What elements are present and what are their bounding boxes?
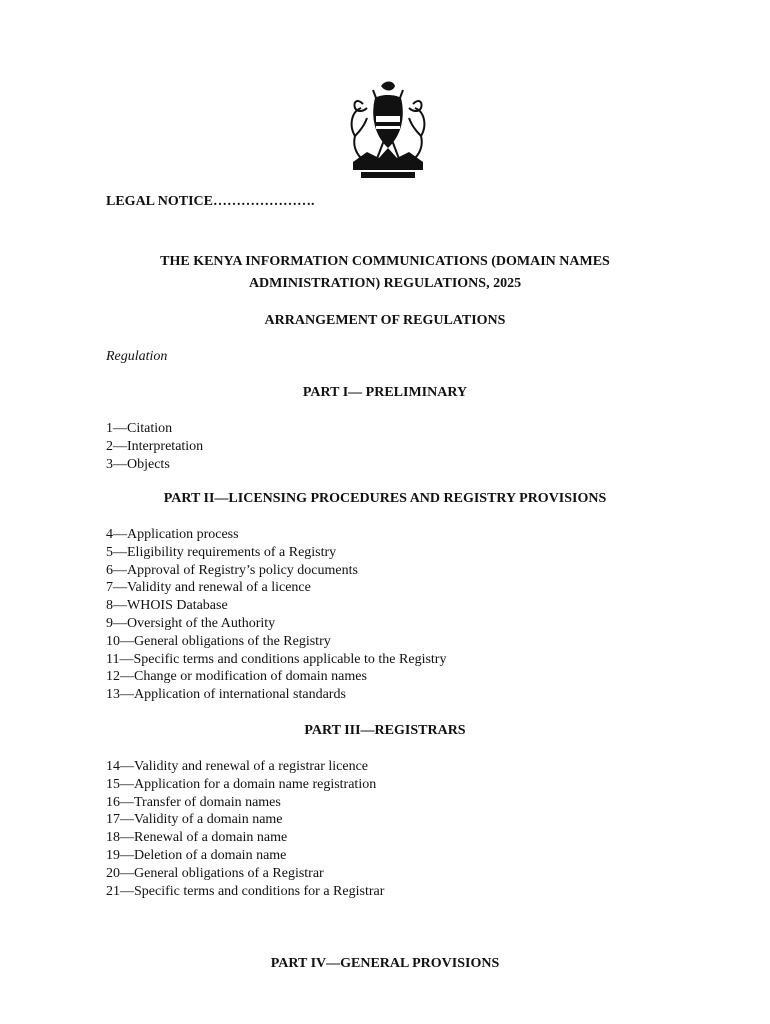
list-item: 16—Transfer of domain names xyxy=(106,794,281,810)
list-item: 7—Validity and renewal of a licence xyxy=(106,580,311,596)
regulation-list xyxy=(106,526,446,704)
list-item: 1—Citation xyxy=(106,421,173,436)
part-heading: PART I— PRELIMINARY xyxy=(302,385,468,400)
list-item: 15—Application for a domain name registration xyxy=(106,776,377,792)
list-item: 9—Oversight of the Authority xyxy=(106,615,276,631)
list-item: 3—Objects xyxy=(106,456,170,472)
arrangement-heading: ARRANGEMENT OF REGULATIONS xyxy=(264,313,506,328)
list-item: 20—General obligations of a Registrar xyxy=(106,865,324,881)
list-item: 6—Approval of Registry’s policy documents xyxy=(106,562,358,578)
title-line-2: ADMINISTRATION) REGULATIONS, 2025 xyxy=(248,276,522,291)
regulation-label: Regulation xyxy=(106,349,168,364)
kenya-coat-of-arms-emblem xyxy=(343,78,433,182)
list-item: 5—Eligibility requirements of a Registry xyxy=(106,544,337,560)
list-item: 12—Change or modification of domain names xyxy=(106,669,367,685)
list-item: 13—Application of international standards xyxy=(106,687,346,703)
legal-notice: LEGAL NOTICE…………………. xyxy=(106,194,315,209)
part-heading: PART III—REGISTRARS xyxy=(304,723,466,738)
regulation-list xyxy=(106,758,384,900)
list-item: 10—General obligations of the Registry xyxy=(106,633,331,649)
list-item: 8—WHOIS Database xyxy=(106,598,228,614)
part-heading: PART II—LICENSING PROCEDURES AND REGISTRY PROVISIONS xyxy=(163,491,607,506)
list-item: 2—Interpretation xyxy=(106,438,204,454)
list-item: 21—Specific terms and conditions for a Registrar xyxy=(106,883,385,899)
part-heading: PART IV—GENERAL PROVISIONS xyxy=(270,956,500,971)
regulation-list xyxy=(106,420,203,473)
list-item: 11—Specific terms and conditions applicable to the Registry xyxy=(106,651,447,667)
list-item: 14—Validity and renewal of a registrar licence xyxy=(106,759,369,774)
list-item: 17—Validity of a domain name xyxy=(106,812,283,828)
list-item: 19—Deletion of a domain name xyxy=(106,847,287,863)
list-item: 18—Renewal of a domain name xyxy=(106,830,288,846)
title-line-1: THE KENYA INFORMATION COMMUNICATIONS (DOMAIN NAMES xyxy=(160,254,610,269)
list-item: 4—Application process xyxy=(106,527,239,542)
